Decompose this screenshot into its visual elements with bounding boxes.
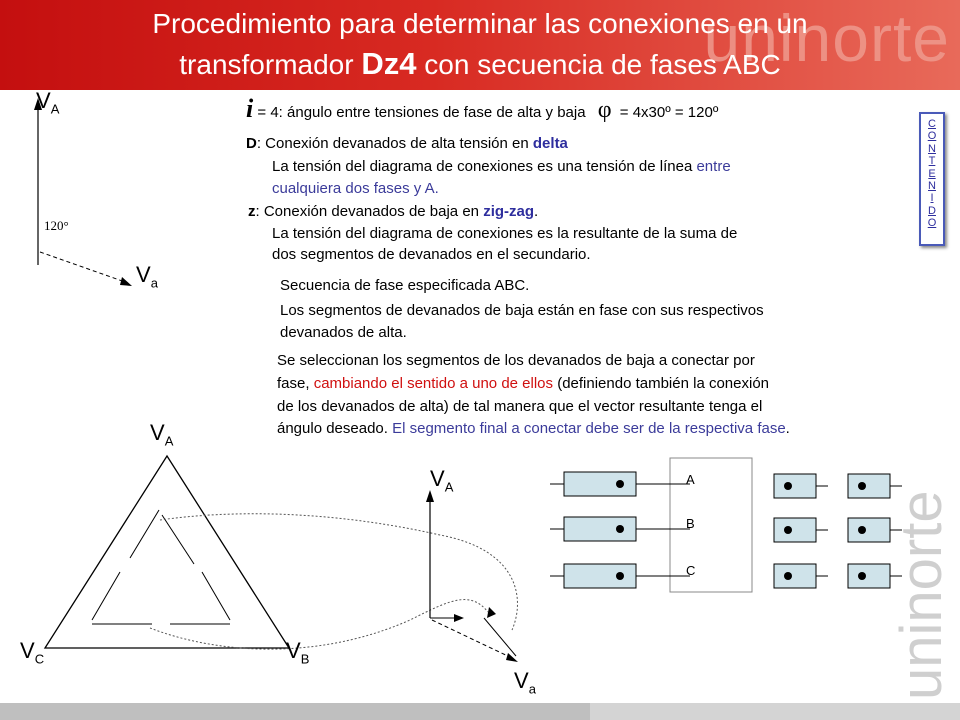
d-desc-1: La tensión del diagrama de conexiones es una tensión de línea entre (272, 158, 731, 175)
triangle-va-label: $V_A$ (150, 420, 174, 449)
vector2-va-label: $V_A$ (430, 466, 454, 495)
segments-text-1: Los segmentos de devanados de baja están en fase con sus respectivos (280, 302, 764, 319)
title-bold: Dz4 (361, 46, 417, 81)
i-line: i = 4: ángulo entre tensiones de fase de alta y baja φ = 4x30º = 120º (246, 94, 719, 123)
va-small-arrowhead (120, 277, 132, 286)
segment-h-arrow (454, 614, 464, 622)
phase-label-a: A (686, 472, 695, 487)
delta-triangle (45, 456, 289, 648)
select-text-4: ángulo deseado. El segmento final a conectar debe ser de la respectiva fase. (277, 420, 790, 437)
primary-winding-b (550, 517, 690, 541)
primary-winding-c (550, 564, 690, 588)
curve-upper (160, 514, 517, 630)
slide-title (0, 4, 960, 85)
phase-label-c: C (686, 563, 696, 578)
bottom-bar (0, 703, 960, 720)
title-line-2: transformador Dz4 con secuencia de fases ABC (179, 46, 781, 81)
va-small-label-top: $V_a$ (136, 262, 158, 291)
winding-seg-2 (162, 515, 194, 564)
connection-frame (670, 458, 752, 592)
resultant-dashed (432, 620, 512, 658)
triangle-vc-label: $V_C$ (20, 638, 45, 667)
winding-seg-3 (92, 572, 120, 620)
curve-arrow (487, 607, 496, 618)
phi-symbol: φ (597, 97, 612, 123)
segments-text-2: devanados de alta. (280, 324, 407, 341)
d-line: D: Conexión devanados de alta tensión en delta (246, 135, 568, 152)
sequence-text: Secuencia de fase especificada ABC. (280, 277, 530, 294)
triangle-vb-label: $V_B$ (286, 638, 310, 667)
z-desc-2: dos segmentos de devanados en el secundario. (272, 246, 591, 263)
winding-seg-1 (130, 510, 159, 558)
select-text-2: fase, cambiando el sentido a uno de ellos (definiendo también la conexión (277, 375, 770, 392)
z-desc-1: La tensión del diagrama de conexiones es la resultante de la suma de (272, 225, 738, 242)
select-text-1: Se seleccionan los segmentos de los devanados de baja a conectar por (277, 352, 755, 369)
i-symbol: i (246, 94, 254, 123)
delta-diagram-area (0, 440, 560, 710)
side-watermark: uninorte (889, 490, 954, 700)
d-desc-2: cualquiera dos fases y A. (272, 180, 439, 197)
contenido-button[interactable]: C O N T E N I D O (919, 112, 945, 246)
winding-seg-4 (202, 572, 230, 620)
select-text-3: de los devanados de alta) de tal manera que el vector resultante tenga el (277, 398, 763, 415)
vector2-vsa-label: $V_a$ (514, 668, 536, 697)
va-small-vector-line (40, 252, 128, 283)
secondary-segment-a1 (774, 474, 828, 498)
angle-label: 120° (44, 218, 69, 233)
top-phasor-diagram (0, 90, 240, 310)
z-line: z: Conexión devanados de baja en zig-zag. (248, 203, 539, 220)
primary-winding-a (550, 472, 690, 496)
secondary-segment-b1 (774, 518, 828, 542)
connection-diagram (540, 452, 910, 602)
va-label-top: $V_A$ (36, 88, 60, 117)
secondary-segment-c1 (774, 564, 828, 588)
title-line-1: Procedimiento para determinar las conexiones en un (152, 8, 808, 39)
header-watermark: uninorte (703, 1, 950, 75)
slide-header (0, 0, 960, 90)
segment-d (484, 618, 516, 656)
resultant-arrow (506, 653, 518, 662)
phase-label-b: B (686, 516, 695, 531)
bottom-bar-left (0, 703, 590, 720)
